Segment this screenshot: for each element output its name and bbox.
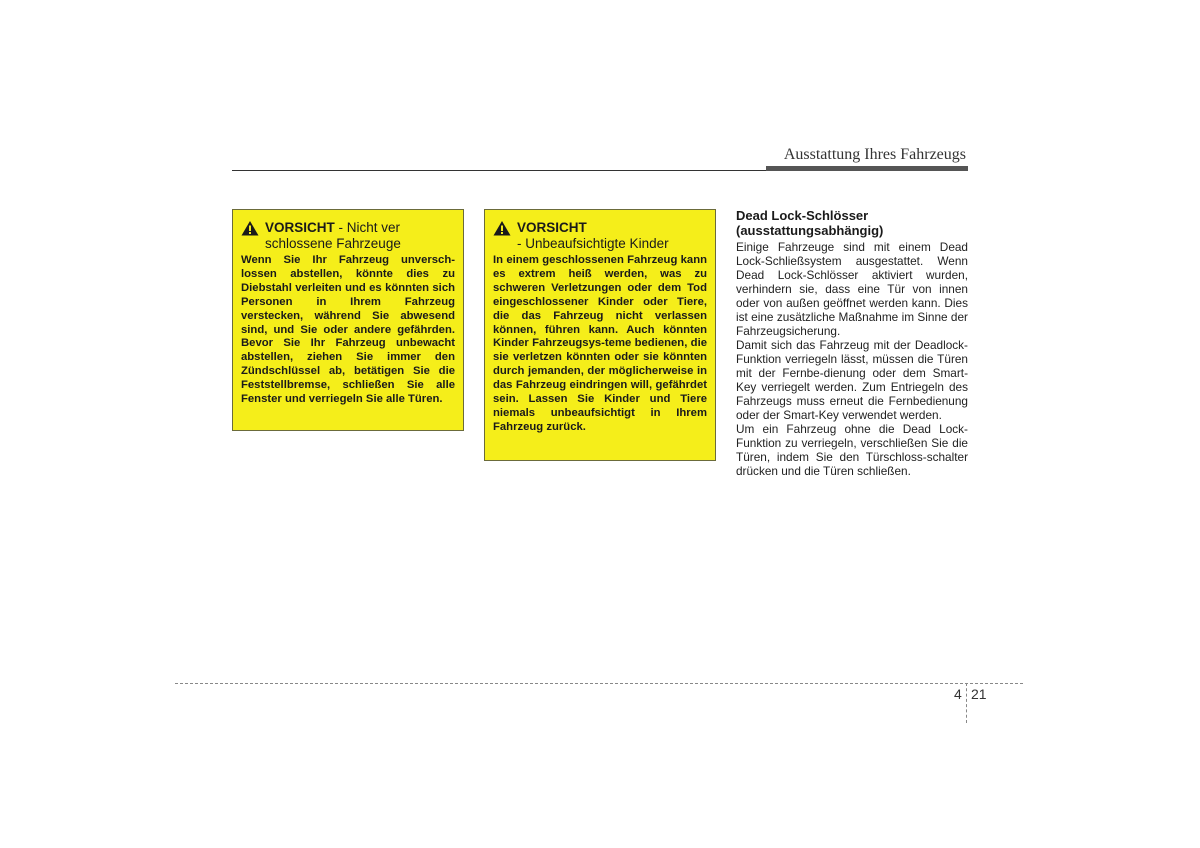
section-heading-line1: Dead Lock-Schlösser: [736, 208, 869, 223]
warning-box-unattended-children: [484, 209, 716, 461]
warning-subtitle-line2: schlossene Fahrzeuge: [265, 236, 401, 251]
page-number: 21: [971, 686, 987, 702]
warning-triangle-icon: [241, 220, 259, 236]
section-paragraph-1: Einige Fahrzeuge sind mit einem Dead Lock-Schließsystem ausgestattet. Wenn Dead Lock-Schlösser aktiviert wurden, verhindern sie, dass eine Tür von innen oder von außen geöffnet werden kann. Dies ist eine zusätzliche Maßnahme im Sinne der Fahrzeugsicherung.: [736, 240, 968, 338]
header-accent-bar: [766, 166, 968, 171]
warning-body: In einem geschlossenen Fahrzeug kann es extrem heiß werden, was zu schweren Verletzungen oder dem Tod eingeschlossener Kinder oder Tiere, die das Fahrzeug nicht verlassen können, führen kann. Auch könnten Kinder Fahrzeugsys-teme bedienen, die sie verletzen könnten oder sie könnten durch jemanden, der möglicherweise in das Fahrzeug eindringen will, gefährdet sein. Lassen Sie Kinder und Tiere niemals unbeaufsichtigt in Ihrem Fahrzeug zurück.: [493, 254, 707, 433]
dead-lock-section: [736, 208, 968, 478]
header-title: Ausstattung Ihres Fahrzeugs: [783, 146, 966, 163]
warning-subtitle-line2: - Unbeaufsichtigte Kinder: [517, 236, 669, 251]
warning-triangle-icon: [493, 220, 511, 236]
section-heading-line2: (ausstattungsabhängig): [736, 223, 884, 238]
footer-divider: [966, 683, 967, 723]
warning-title: [241, 220, 455, 252]
section-paragraph-3: Um ein Fahrzeug ohne die Dead Lock-Funktion zu verriegeln, verschließen Sie die Türen, indem Sie den Türschloss-schalter drücken und die Türen schließen.: [736, 422, 968, 478]
warning-subtitle-line1: - Nicht ver: [334, 220, 401, 235]
chapter-number: 4: [954, 686, 962, 702]
footer-rule: [175, 683, 1023, 684]
warning-title: [493, 220, 707, 252]
warning-label: VORSICHT: [265, 220, 335, 235]
warning-box-unlocked-vehicle: [232, 209, 464, 431]
warning-label: VORSICHT: [517, 220, 587, 235]
warning-body: Wenn Sie Ihr Fahrzeug unversch-lossen abstellen, könnte dies zu Diebstahl verleiten und es könnten sich Personen in Ihrem Fahrzeug verstecken, während Sie abwesend sind, und Sie oder andere gefährden. Bevor Sie Ihr Fahrzeug unbewacht abstellen, ziehen Sie immer den Zündschlüssel ab, betätigen Sie die Feststellbremse, schließen Sie alle Fenster und verriegeln Sie alle Türen.: [241, 254, 455, 406]
section-paragraph-2: Damit sich das Fahrzeug mit der Deadlock-Funktion verriegeln lässt, müssen die Türen mit der Fernbe-dienung oder dem Smart-Key verriegelt werden. Zum Entriegeln des Fahrzeugs muss erneut die Fernbedienung oder der Smart-Key verwendet werden.: [736, 338, 968, 422]
section-heading: [736, 208, 968, 238]
